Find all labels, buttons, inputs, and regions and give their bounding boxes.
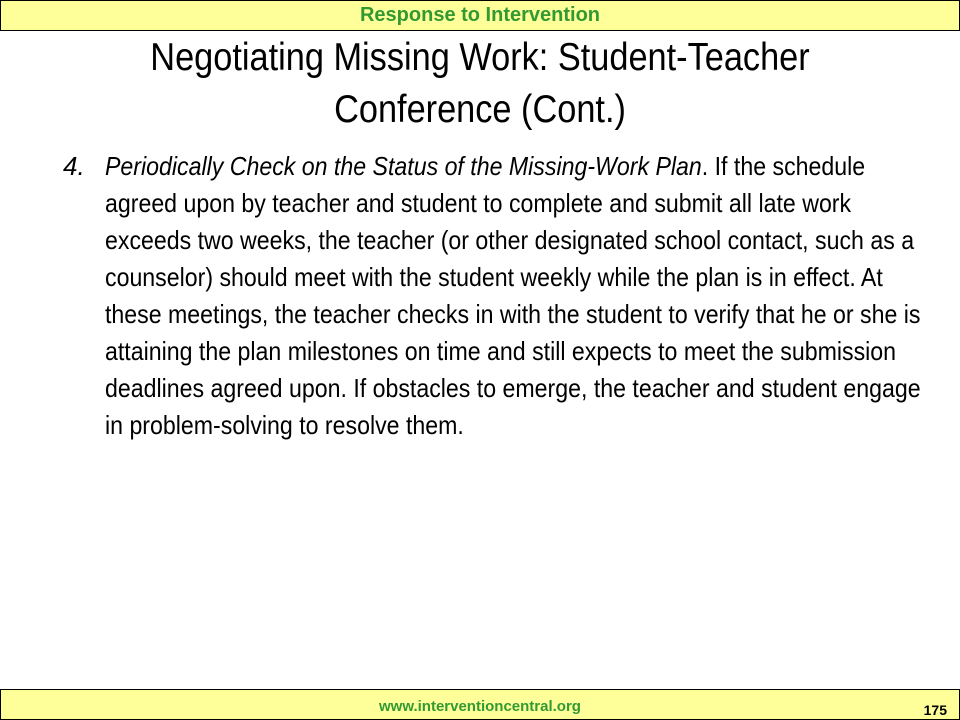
slide-title-line-2: Conference (Cont.) xyxy=(334,88,626,131)
footer-url: www.interventioncentral.org xyxy=(379,698,581,715)
footer-banner xyxy=(0,689,960,720)
list-item-body: . If the schedule agreed upon by teacher and student to complete and submit all late work exceeds two weeks, the teacher (or other designated school contact, such as a counselor) should meet with the student weekly while the plan is in effect. At these meetings, the teacher checks in with the student to verify that he or she is attaining the plan milestones on time and still expects to meet the submission deadlines agreed upon. If obstacles to emerge, the teacher and student engage in problem-solving to resolve them. xyxy=(105,151,921,440)
slide-body xyxy=(63,148,923,444)
list-item-text xyxy=(105,148,924,444)
list-item-number: 4. xyxy=(63,151,85,181)
slide-title-line-1: Negotiating Missing Work: Student-Teacher xyxy=(150,36,810,79)
list-item-lead: Periodically Check on the Status of the Missing-Work Plan xyxy=(105,151,702,181)
slide-title xyxy=(93,32,867,136)
list-item xyxy=(63,148,923,444)
header-title: Response to Intervention xyxy=(359,4,601,26)
header-banner xyxy=(0,0,960,31)
page-number: 175 xyxy=(923,702,947,718)
